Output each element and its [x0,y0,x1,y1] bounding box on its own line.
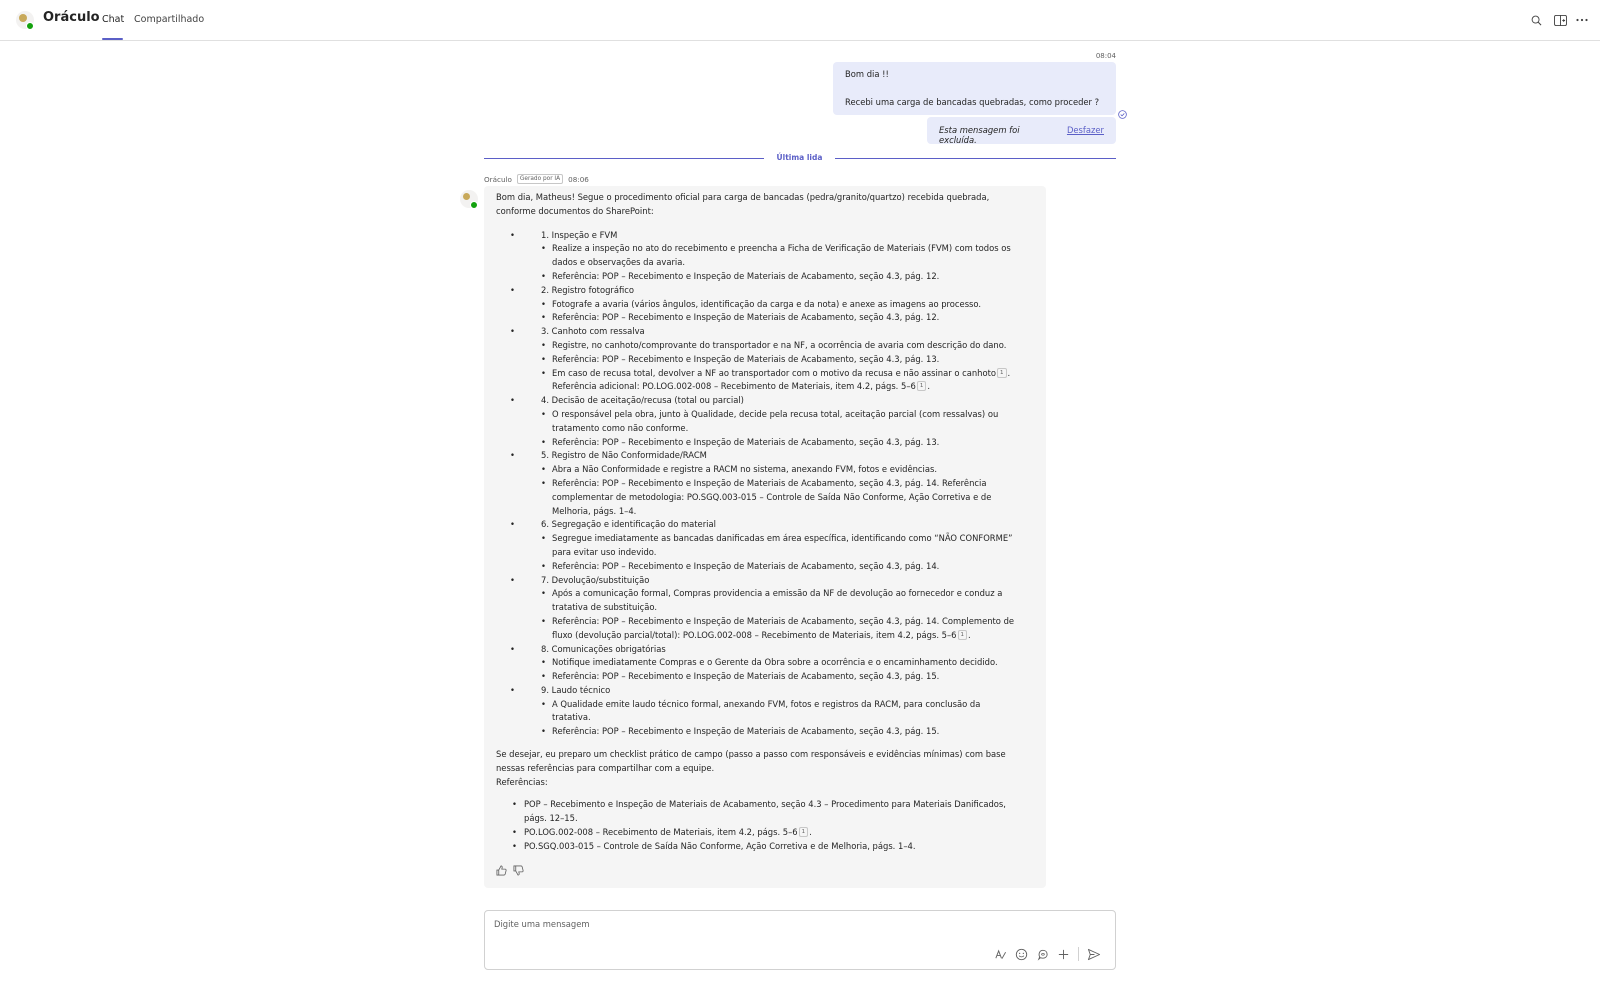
bot-message-bubble[interactable] [484,186,1046,888]
online-status-icon [26,22,34,30]
step-detail: • Referência: POP – Recebimento e Inspeção de Materiais de Acabamento, seção 4.3, pág. 15. [541,725,1016,739]
deleted-message-notice [927,117,1116,144]
step-detail: • Referência: POP – Recebimento e Inspeção de Materiais de Acabamento, seção 4.3, pág. 15. [541,670,1016,684]
seen-check-icon [1118,104,1127,123]
last-read-divider-line [484,158,764,159]
app-title: Oráculo [43,10,100,25]
step-title: 9. Laudo técnico [541,684,611,695]
procedure-step [496,574,1034,643]
step-detail: • Realize a inspeção no ato do recebimento e preencha a Ficha de Verificação de Materiais (FVM) com todos os dados e observações da avaria. [541,242,1016,270]
send-icon[interactable] [1087,948,1101,961]
bullet-icon: • [510,284,515,295]
step-detail: • Registre, no canhoto/comprovante do transportador e na NF, a ocorrência de avaria com descrição do dano. [541,339,1016,353]
bullet-icon: • [510,574,515,585]
thumbs-up-icon[interactable] [496,865,507,876]
bullet-icon: • [510,643,515,654]
procedure-steps [496,229,1034,739]
step-detail: • Após a comunicação formal, Compras providencia a emissão da NF de devolução ao fornecedor e conduz a tratativa de substituição. [541,587,1016,615]
bullet-icon: • [510,395,515,406]
top-bar [0,0,1600,41]
step-detail: • A Qualidade emite laudo técnico formal, anexando FVM, fotos e registros da RACM, para conclusão da tratativa. [541,698,1016,726]
bullet-icon: • [510,450,515,461]
reactions-bar [496,865,524,876]
app-logo-icon [19,14,27,22]
citation-marker[interactable]: 1 [917,381,927,391]
plus-icon[interactable] [1057,948,1070,961]
step-detail: • Fotografe a avaria (vários ângulos, identificação da carga e da nota) e anexe as imagens ao processo. [541,298,1016,312]
step-title: 3. Canhoto com ressalva [541,326,645,337]
procedure-step [496,684,1034,739]
step-title: 8. Comunicações obrigatórias [541,643,666,654]
bot-logo-icon [463,193,470,200]
step-title: 2. Registro fotográfico [541,284,634,295]
step-detail: • Abra a Não Conformidade e registre a RACM no sistema, anexando FVM, fotos e evidências. [541,463,1016,477]
user-message-time: 08:04 [1095,52,1116,60]
step-title: 5. Registro de Não Conformidade/RACM [541,450,707,461]
step-detail: • Em caso de recusa total, devolver a NF ao transportador com o motivo da recusa e não assinar o canhoto 1 . Referência adicional: PO.LOG.002-008 – Recebimento de Materiais, item 4.2, págs. 5–6 1 . [541,367,1016,395]
step-title: 7. Devolução/substituição [541,574,650,585]
procedure-step [496,325,1034,394]
bot-message-header [484,174,589,184]
reference-item: • PO.LOG.002-008 – Recebimento de Materiais, item 4.2, págs. 5–6 1 . [512,826,1012,840]
thumbs-down-icon[interactable] [513,865,524,876]
procedure-step [496,284,1034,325]
procedure-step [496,229,1034,284]
format-icon[interactable] [994,948,1007,961]
search-icon[interactable] [1527,11,1545,29]
undo-link[interactable]: Desfazer [1066,125,1104,135]
popout-icon[interactable] [1551,11,1569,29]
step-detail: • Referência: POP – Recebimento e Inspeção de Materiais de Acabamento, seção 4.3, pág. 13. [541,436,1016,450]
procedure-step [496,394,1034,449]
deleted-message-text: Esta mensagem foi excluída. [939,125,1020,145]
tab-compartilhado[interactable]: Compartilhado [134,14,205,25]
reference-item: • PO.SGQ.003-015 – Controle de Saída Não Conforme, Ação Corretiva e de Melhoria, págs. 1–4. [512,840,1012,854]
ai-generated-badge: Gerado por IA [517,174,563,184]
user-message-bubble[interactable] [833,62,1116,115]
active-tab-indicator [102,38,123,40]
procedure-step [496,643,1034,684]
step-detail: • Referência: POP – Recebimento e Inspeção de Materiais de Acabamento, seção 4.3, pág. 12. [541,270,1016,284]
step-detail: • Referência: POP – Recebimento e Inspeção de Materiais de Acabamento, seção 4.3, pág. 13. [541,353,1016,367]
step-detail: • Notifique imediatamente Compras e o Gerente da Obra sobre a ocorrência e o encaminhamento decidido. [541,656,1016,670]
citation-marker[interactable]: 1 [958,630,968,640]
step-detail: • Referência: POP – Recebimento e Inspeção de Materiais de Acabamento, seção 4.3, pág. 14. Referência complementar de metodologia: PO.SGQ.003-015 – Controle de Saída Não Conforme, Ação Corretiva e de Melhoria, págs. 1–4. [541,477,1016,518]
step-detail: • O responsável pela obra, junto à Qualidade, decide pela recusa total, aceitação parcial (com ressalvas) ou tratamento como não conforme. [541,408,1016,436]
message-composer [484,910,1116,970]
step-detail: • Referência: POP – Recebimento e Inspeção de Materiais de Acabamento, seção 4.3, pág. 14. Complemento de fluxo (devolução parcial/total): PO.LOG.002-008 – Recebimento de Materiais, item 4.2, págs. 5–6 1 . [541,615,1016,643]
more-icon[interactable] [1573,11,1591,29]
last-read-label: Última lida [776,153,823,162]
step-title: 4. Decisão de aceitação/recusa (total ou parcial) [541,395,744,406]
step-title: 1. Inspeção e FVM [541,229,618,240]
bot-sender-name: Oráculo [484,174,512,184]
bullet-icon: • [510,229,515,240]
bot-avatar[interactable] [460,190,478,208]
step-detail: • Referência: POP – Recebimento e Inspeção de Materiais de Acabamento, seção 4.3, pág. 12. [541,311,1016,325]
bot-message-time: 08:06 [568,174,589,184]
emoji-icon[interactable] [1015,948,1028,961]
app-avatar[interactable] [16,11,34,29]
user-message-line: Recebi uma carga de bancadas quebradas, como proceder ? [845,96,1100,107]
bot-intro-text: Bom dia, Matheus! Segue o procedimento oficial para carga de bancadas (pedra/granito/quartzo) recebida quebrada, conforme documentos do SharePoint: [496,192,990,216]
bullet-icon: • [510,326,515,337]
citation-marker[interactable]: 1 [799,827,809,837]
citation-marker[interactable]: 1 [997,368,1007,378]
loop-icon[interactable] [1036,948,1049,961]
last-read-divider-line [835,158,1116,159]
step-detail: • Segregue imediatamente as bancadas danificadas em área específica, identificando como “NÃO CONFORME” para evitar uso indevido. [541,532,1016,560]
online-status-icon [470,201,478,209]
bullet-icon: • [510,519,515,530]
reference-item: • POP – Recebimento e Inspeção de Materiais de Acabamento, seção 4.3 – Procedimento para Materiais Danificados, págs. 12–15. [512,798,1012,826]
references-label: Referências: [496,776,548,787]
bullet-icon: • [510,684,515,695]
references-list [496,798,1034,853]
tab-chat[interactable]: Chat [102,14,125,25]
message-input[interactable] [494,919,1054,929]
bot-closing-text: Se desejar, eu preparo um checklist prático de campo (passo a passo com responsáveis e evidências mínimas) com base nessas referências para compartilhar com a equipe. [496,749,1006,773]
user-message-line: Bom dia !! [845,69,889,79]
procedure-step [496,449,1034,518]
step-title: 6. Segregação e identificação do material [541,519,716,530]
step-detail: • Referência: POP – Recebimento e Inspeção de Materiais de Acabamento, seção 4.3, pág. 14. [541,560,1016,574]
composer-separator [1078,947,1079,961]
composer-actions [994,947,1101,961]
procedure-step [496,518,1034,573]
